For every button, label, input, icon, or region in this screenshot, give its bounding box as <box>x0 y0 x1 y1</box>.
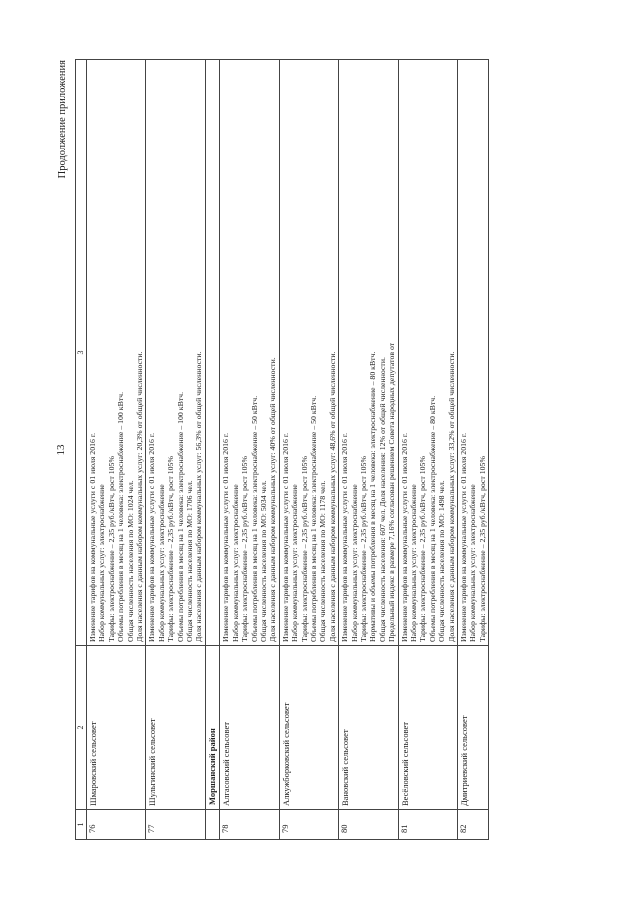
detail-line: Набор коммунальных услуг: электроснабжение <box>230 484 240 642</box>
detail-line: Общая численность населения: 607 чел. Доля населения: 12% от общей численности. <box>377 357 387 642</box>
detail-line: Тарифы: электроснабжение – 2,35 руб./кВтч, рост 105% <box>477 456 487 642</box>
detail-line: Доля населения с данным набором коммунальных услуг: 48,6% от общей численности. <box>327 351 337 642</box>
tariff-details <box>146 60 205 646</box>
tariff-details <box>398 60 457 646</box>
detail-line: Общая численность населения по МО: 1024 чел. <box>125 480 135 642</box>
row-number: 81 <box>398 810 457 840</box>
municipality-name: Вановский сельсовет <box>339 646 398 810</box>
detail-line: Изменение тарифов на коммунальные услуги с 01 июля 2016 г. <box>147 432 157 642</box>
municipality-name: Весёловский сельсовет <box>398 646 457 810</box>
header-col-1: 1 <box>76 810 87 840</box>
table-body <box>87 60 489 840</box>
detail-line: Объемы потребления в месяц на 1 человека: электроснабжение – 100 кВтч. <box>116 391 126 642</box>
detail-line: Объемы потребления в месяц на 1 человека: электроснабжение – 100 кВтч. <box>175 391 185 642</box>
municipality-name: Шульгинский сельсовет <box>146 646 205 810</box>
detail-line: Тарифы: электроснабжение – 2,35 руб./кВтч, рост 105% <box>106 456 116 642</box>
detail-line: Объемы потребления в месяц на 1 человека: электроснабжение – 80 кВтч. <box>427 395 437 642</box>
continuation-label: Продолжение приложения <box>57 60 68 179</box>
detail-line: Доля населения с данным набором коммунальных услуг: 40% от общей численности. <box>268 357 278 642</box>
row-number: 80 <box>339 810 398 840</box>
row-number: 79 <box>279 810 338 840</box>
detail-line: Общая численность населения по МО: 5034 чел. <box>258 480 268 642</box>
rotated-content <box>55 60 615 840</box>
municipality-name: Шмаровский сельсовет <box>87 646 146 810</box>
detail-line: Доля населения с данным набором коммунальных услуг: 56,3% от общей численности. <box>194 351 204 642</box>
detail-line: Тарифы: электроснабжение – 2,35 руб./кВтч, рост 105% <box>166 456 176 642</box>
detail-line: Тарифы: электроснабжение – 2,35 руб./кВтч, рост 105% <box>418 456 428 642</box>
district-row <box>205 60 219 840</box>
row-number: 77 <box>146 810 205 840</box>
detail-line: Набор коммунальных услуг: электроснабжение <box>409 484 418 642</box>
detail-line: Изменение тарифов на коммунальные услуги с 01 июля 2016 г. <box>221 432 231 642</box>
tariff-details <box>339 60 398 646</box>
detail-line: Общая численность населения по МО: 1498 чел. <box>437 480 447 642</box>
municipality-name: Дмитриевский сельсовет <box>458 646 489 810</box>
detail-line: Изменение тарифов на коммунальные услуги с 01 июля 2016 г. <box>88 432 97 642</box>
detail-line: Изменение тарифов на коммунальные услуги с 01 июля 2016 г. <box>459 432 469 642</box>
header-col-3: 3 <box>76 60 87 646</box>
municipality-name: Алгасовский сельсовет <box>220 646 279 810</box>
tariff-details <box>220 60 279 646</box>
detail-line: Тарифы: электроснабжение – 2,35 руб./кВтч, рост 105% <box>358 456 368 642</box>
detail-line: Изменение тарифов на коммунальные услуги с 01 июля 2016 г. <box>280 432 290 642</box>
district-name: Моршанский район <box>205 646 219 810</box>
tariff-details <box>279 60 338 646</box>
table-row <box>146 60 205 840</box>
detail-line: Предельный индекс в размере 7,16% согласован решением Совета народных депутатов от <box>387 342 397 642</box>
table-row <box>339 60 398 840</box>
detail-line: Общая численность населения по МО: 1178 чел. <box>318 480 328 642</box>
header-col-2: 2 <box>76 646 87 810</box>
data-table <box>75 59 489 840</box>
tariff-details <box>458 60 489 646</box>
table-row <box>279 60 338 840</box>
detail-line: Изменение тарифов на коммунальные услуги с 01 июля 2016 г. <box>399 432 409 642</box>
district-empty-cell <box>205 810 219 840</box>
table-row <box>398 60 457 840</box>
row-number: 76 <box>87 810 146 840</box>
page-number: 13 <box>55 444 67 456</box>
municipality-name: Алкужборковский сельсовет <box>279 646 338 810</box>
detail-line: Изменение тарифов на коммунальные услуги с 01 июля 2016 г. <box>340 432 350 642</box>
detail-line: Тарифы: электроснабжение – 2,35 руб./кВтч, рост 105% <box>240 456 250 642</box>
detail-line: Тарифы: электроснабжение – 2,35 руб./кВтч, рост 105% <box>299 456 309 642</box>
detail-line: Общая численность населения по МО: 1706 чел. <box>185 480 195 642</box>
row-number: 82 <box>458 810 489 840</box>
detail-line: Набор коммунальных услуг: электроснабжение <box>290 484 300 642</box>
tariff-details <box>87 60 146 646</box>
detail-line: Объемы потребления в месяц на 1 человека: электроснабжение – 50 кВтч. <box>308 395 318 642</box>
detail-line: Набор коммунальных услуг: электроснабжение <box>349 484 359 642</box>
table-row <box>458 60 489 840</box>
table-header-row <box>76 60 87 840</box>
detail-line: Набор коммунальных услуг: электроснабжение <box>468 484 478 642</box>
detail-line: Набор коммунальных услуг: электроснабжение <box>156 484 166 642</box>
table-row <box>87 60 146 840</box>
detail-line: Нормативы и объемы потребления в месяц на 1 человека: электроснабжение – 80 кВтч. <box>368 351 378 642</box>
detail-line: Доля населения с данным набором коммунальных услуг: 33,2% от общей численности. <box>446 351 456 642</box>
detail-line: Объемы потребления в месяц на 1 человека: электроснабжение – 50 кВтч. <box>249 395 259 642</box>
row-number: 78 <box>220 810 279 840</box>
table-row <box>220 60 279 840</box>
detail-line: Доля населения с данным набором коммунальных услуг: 20,3% от общей численности. <box>135 351 145 642</box>
detail-line: Набор коммунальных услуг: электроснабжение <box>97 484 107 642</box>
district-empty-cell <box>205 60 219 646</box>
